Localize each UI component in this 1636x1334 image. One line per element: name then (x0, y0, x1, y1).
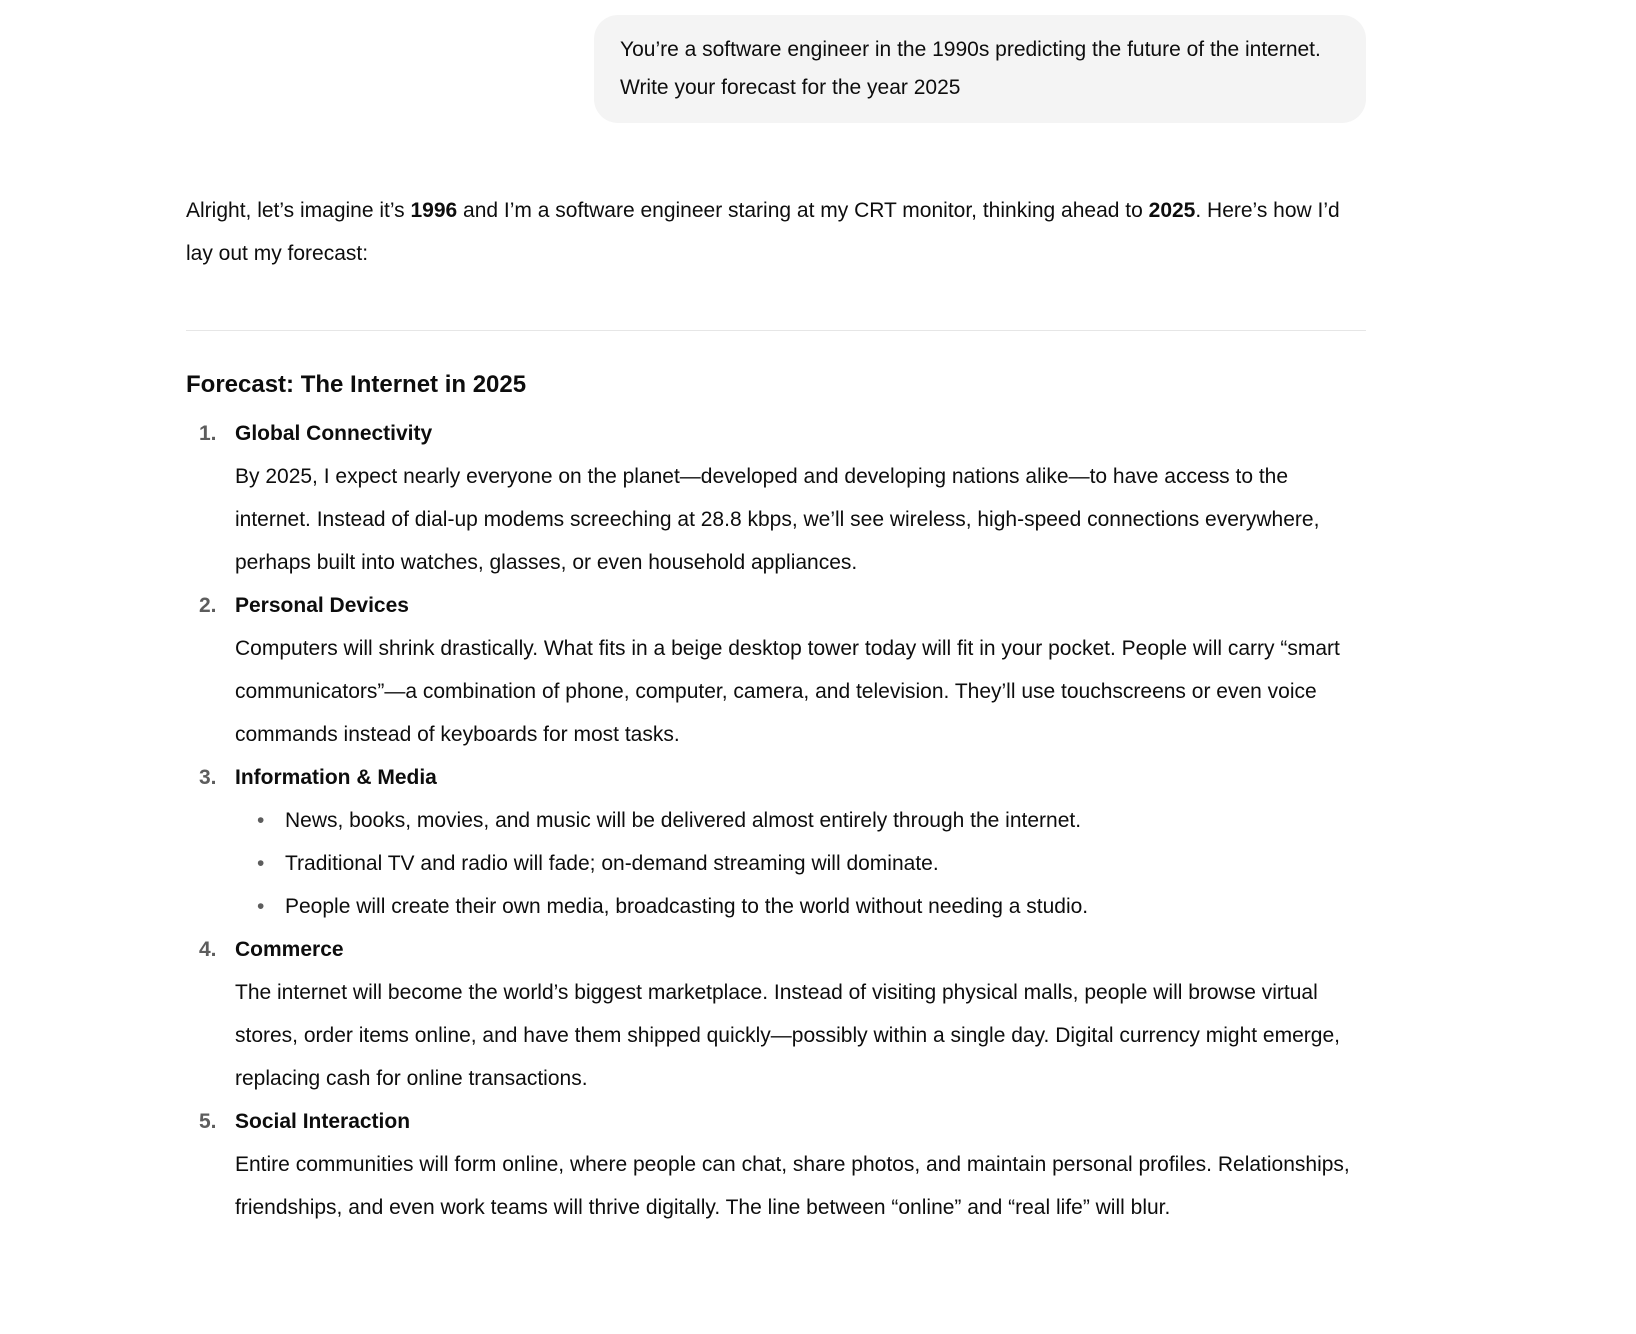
list-item-title: Global Connectivity (235, 422, 433, 445)
forecast-heading: Forecast: The Internet in 2025 (186, 371, 527, 398)
bullet-item: • News, books, movies, and music will be delivered almost entirely through the internet. (235, 799, 1366, 842)
list-item-body: Computers will shrink drastically. What fits in a beige desktop tower today will fit in your pocket. People will carry “smart communicators”—a combination of phone, computer, camera, and television. They’ll use touchscreens or even voice commands instead of keyboards for most tasks. (235, 637, 1340, 746)
message-divider (186, 330, 1366, 331)
list-item-number: 1. (199, 422, 217, 445)
list-item-body: By 2025, I expect nearly everyone on the planet—developed and developing nations alike—to have access to the internet. Instead of dial-up modems screeching at 28.8 kbps, we’ll see wireless, high-speed connections everywhere, perhaps built into watches, glasses, or even household appliances. (235, 465, 1320, 574)
bold-year-1996: 1996 (410, 199, 458, 222)
bullet-item: • People will create their own media, broadcasting to the world without needing a studio. (235, 885, 1366, 928)
bold-year-2025: 2025 (1148, 199, 1196, 222)
list-item-title: Personal Devices (235, 594, 409, 617)
list-item-number: 4. (199, 938, 217, 961)
list-item-number: 5. (199, 1110, 217, 1133)
user-message-bubble (594, 15, 1366, 123)
list-item-body: Entire communities will form online, where people can chat, share photos, and maintain personal profiles. Relationships, friendships, and even work teams will thrive digitally. The line between “online” and “real life” will blur. (235, 1153, 1350, 1219)
user-message-text: You’re a software engineer in the 1990s predicting the future of the internet. Write your forecast for the year 2025 (620, 38, 1321, 99)
list-item-number: 3. (199, 766, 217, 789)
list-item-title: Commerce (235, 938, 344, 961)
user-message-row (186, 0, 1366, 123)
list-item-number: 2. (199, 594, 217, 617)
list-item-social-interaction (186, 1100, 1366, 1229)
forecast-list (186, 412, 1366, 1229)
list-item-information-media (186, 756, 1366, 928)
bullet-list (235, 799, 1366, 928)
intro-text-3: . Here’s how I’d lay out my forecast: (186, 199, 1340, 265)
list-item-title: Information & Media (235, 766, 437, 789)
assistant-message (186, 189, 1366, 1229)
list-item-body: The internet will become the world’s biggest marketplace. Instead of visiting physical malls, people will browse virtual stores, order items online, and have them shipped quickly—possibly within a single day. Digital currency might emerge, replacing cash for online transactions. (235, 981, 1340, 1090)
list-item-global-connectivity (186, 412, 1366, 584)
intro-paragraph (186, 189, 1366, 275)
list-item-title: Social Interaction (235, 1110, 411, 1133)
chat-thread (186, 0, 1366, 1229)
list-item-personal-devices (186, 584, 1366, 756)
intro-text-1: Alright, let’s imagine it’s (186, 199, 411, 222)
intro-text-2: and I’m a software engineer staring at my CRT monitor, thinking ahead to (457, 199, 1149, 222)
list-item-commerce (186, 928, 1366, 1100)
bullet-item: • Traditional TV and radio will fade; on-demand streaming will dominate. (235, 842, 1366, 885)
